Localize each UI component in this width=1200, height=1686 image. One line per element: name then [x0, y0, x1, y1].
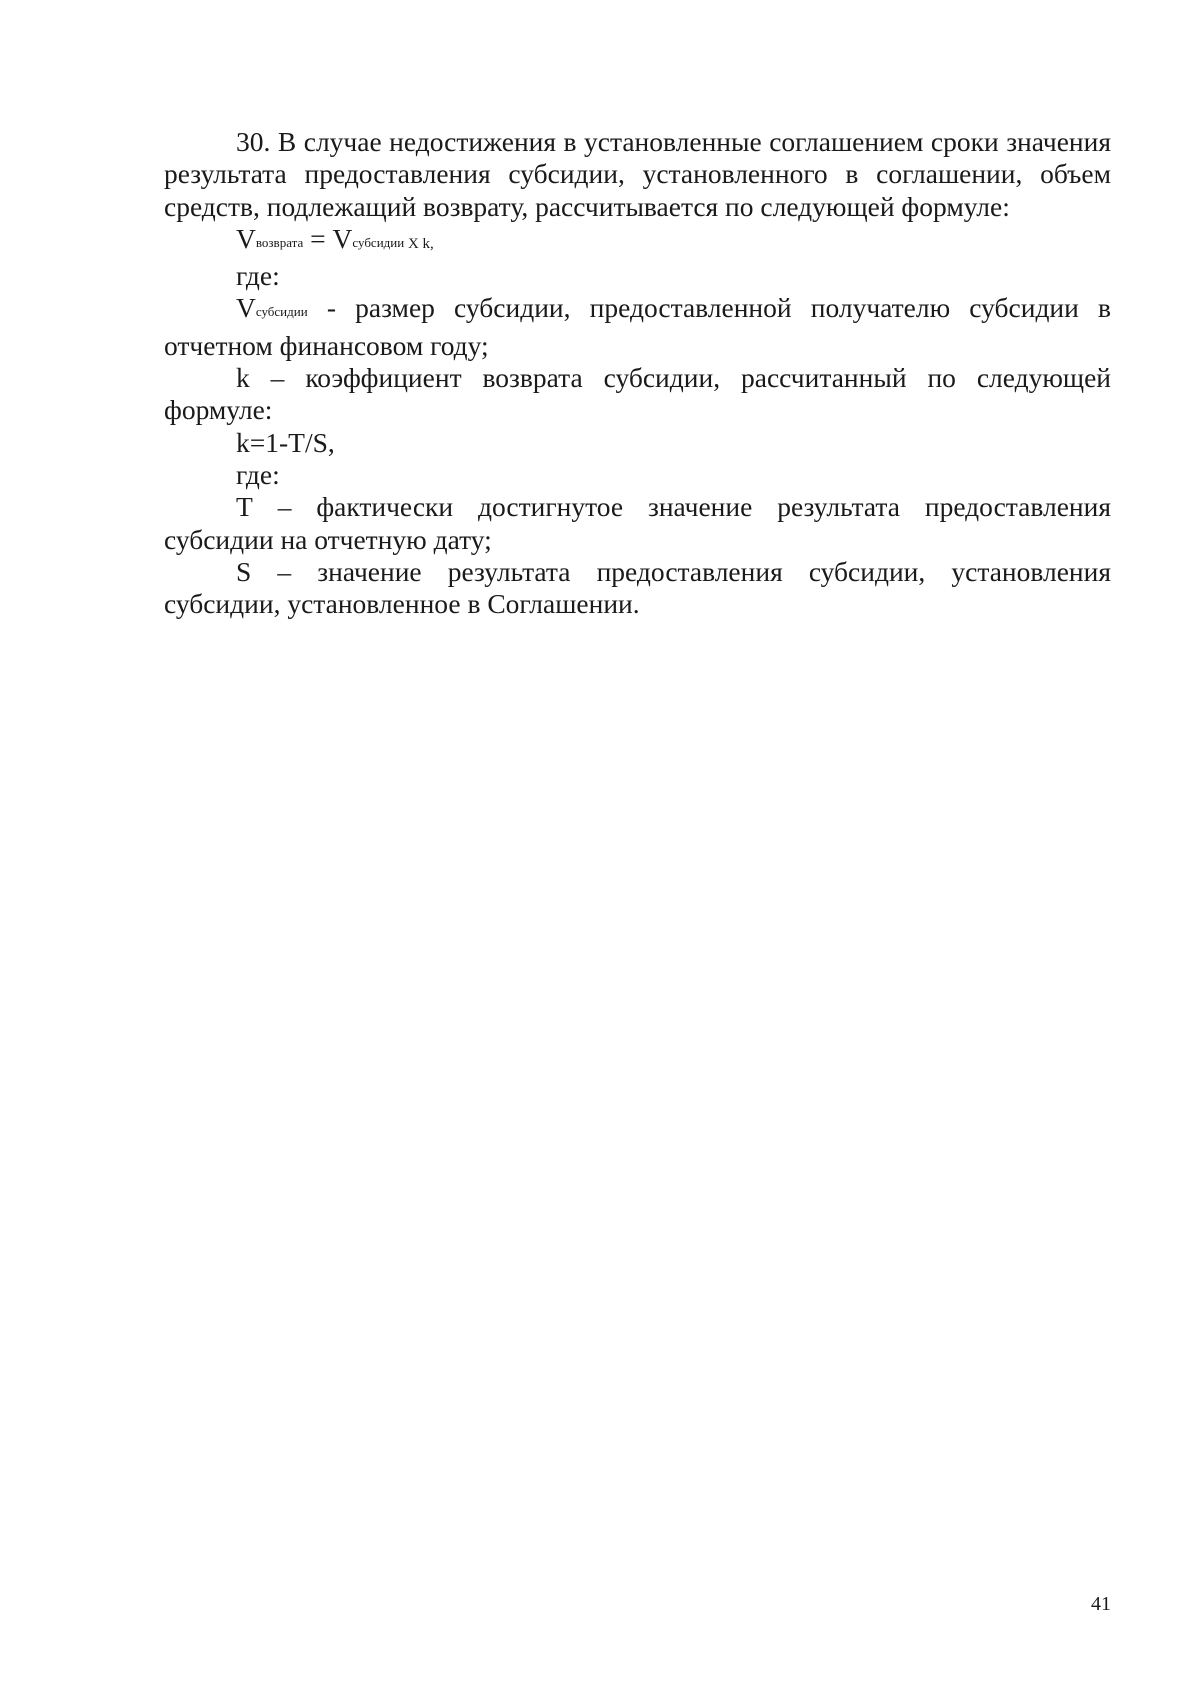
formula-tail: Х k, [404, 235, 434, 252]
definition-v-sub: субсидии [255, 304, 308, 320]
definition-s: S – значение результата предоставления субсидии, установления субсидии, установленное в Соглашении. [164, 555, 1111, 620]
formula-v-main: V [236, 222, 256, 254]
definition-v-main: V [236, 292, 256, 324]
definition-k: k – коэффициент возврата субсидии, рассчитанный по следующей формуле: [164, 362, 1111, 426]
formula-k: k=1-T/S, [236, 426, 335, 458]
document-body [164, 126, 1111, 620]
paragraph-30: 30. В случае недостижения в установленные соглашением сроки значения результата предоставления субсидии, установленного в соглашении, объем средств, подлежащий возврату, рассчитывается по следующей формуле: [164, 126, 1111, 222]
definition-t: Т – фактически достигнутое значение результата предоставления субсидии на отчетную дату; [164, 491, 1111, 555]
formula-equals: = [303, 222, 333, 254]
formula-v-sub: возврата [255, 234, 304, 250]
definition-v-text: - размер субсидии, предоставленной получателю субсидии в отчетном финансовом году; [164, 292, 1111, 361]
where-label-1: где: [236, 260, 280, 292]
page-number: 41 [1091, 1593, 1111, 1615]
formula-return-volume [164, 223, 1111, 260]
definition-v-subsidy [164, 292, 1111, 362]
formula-v2-main: V [332, 222, 353, 254]
where-label-2: где: [236, 458, 280, 490]
formula-v2-sub: субсидии [352, 234, 405, 250]
